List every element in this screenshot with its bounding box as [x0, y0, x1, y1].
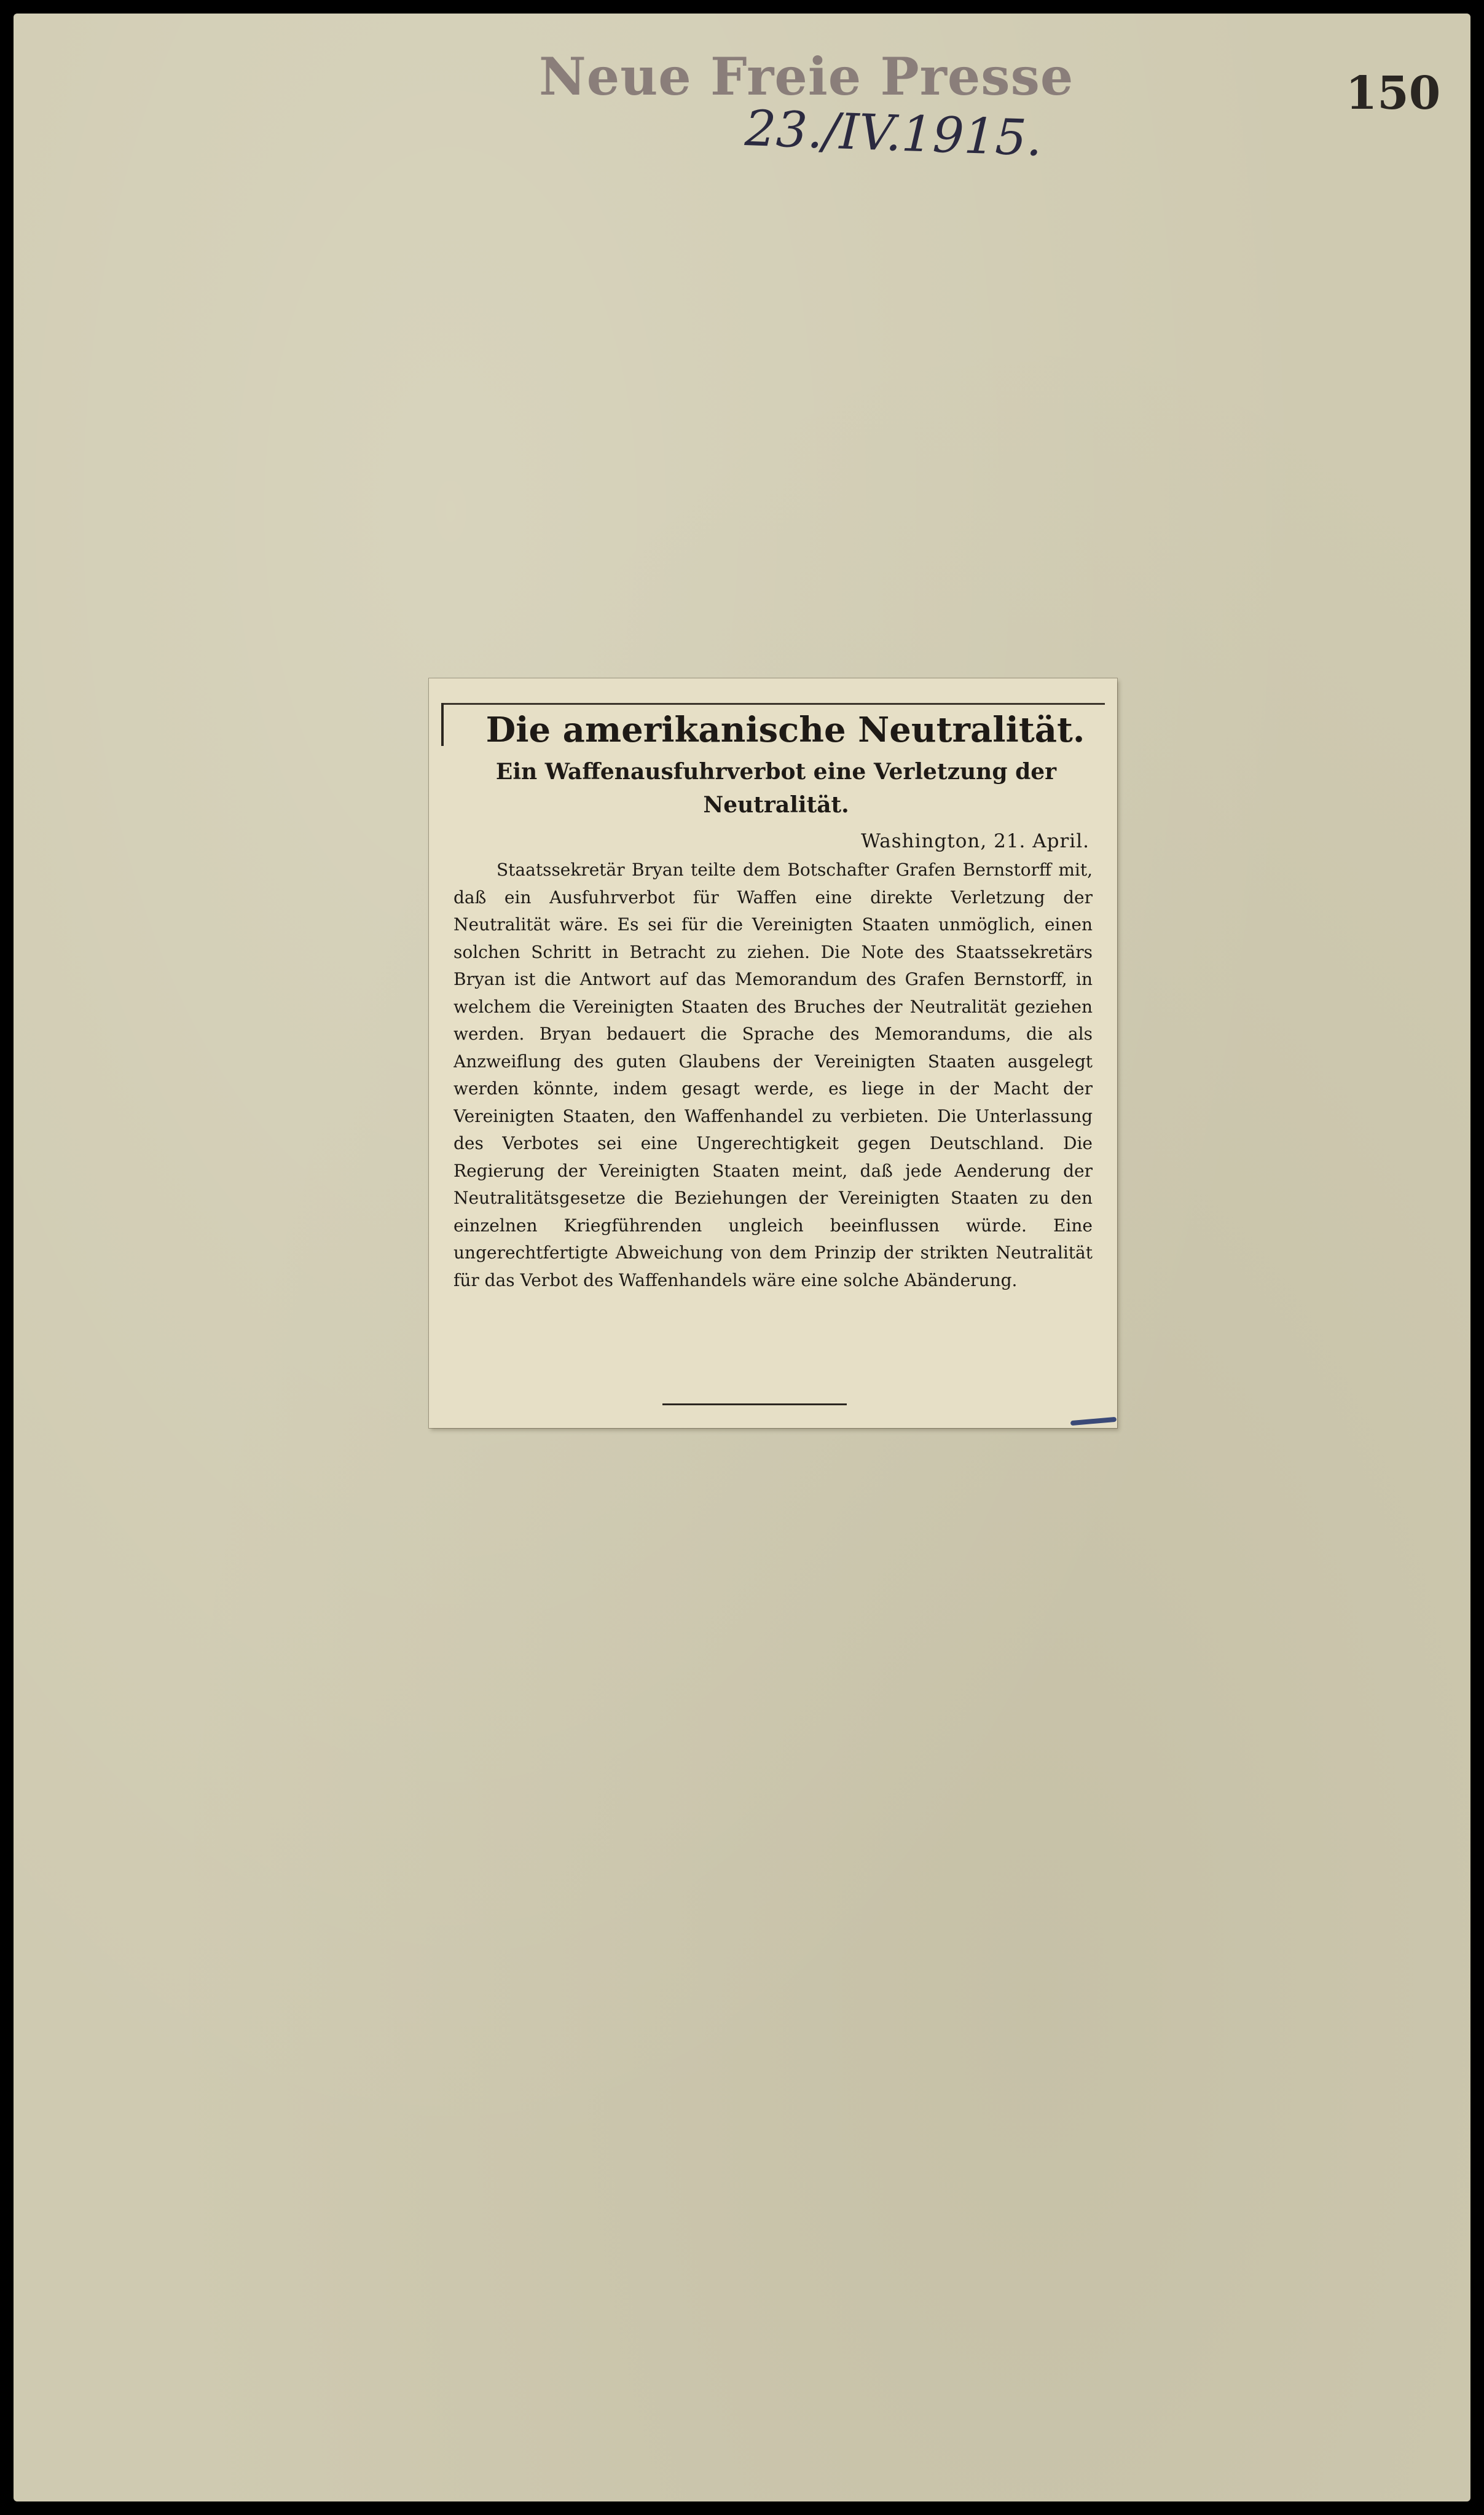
article-body: Staatssekretär Bryan teilte dem Botschafter Grafen Bernstorff mit, daß ein Ausfuhrverbot für Waffen eine direkte Verletzung der Neutralität wäre. Es sei für die Vereinigten Staaten unmöglich, einen solchen Schritt in Betracht zu ziehen. Die Note des Staatssekretärs Bryan ist die Antwort auf das Memorandum des Grafen Bernstorff, in welchem die Vereinigten Staaten des Bruches der Neutralität geziehen werden. Bryan bedauert die Sprache des Memorandums, die als Anzweiflung des guten Glaubens der Vereinigten Staaten ausgelegt werden könnte, indem gesagt werde, es liege in der Macht der Vereinigten Staaten, den Waffenhandel zu verbieten. Die Unterlassung des Verbotes sei eine Ungerechtigkeit gegen Deutschland. Die Regierung der Vereinigten Staaten meint, daß jede Aenderung der Neutralitätsgesetze die Beziehungen der Vereinigten Staaten zu den einzelnen Kriegführenden ungleich beeinflussen würde. Eine ungerechtfertigte Abweichung von dem Prinzip der strikten Neutralität für das Verbot des Waffenhandels wäre eine solche Abänderung. [453, 860, 1093, 1290]
newspaper-name-stamp: Neue Freie Presse [539, 46, 1074, 107]
article-subheadline: Ein Waffenausfuhrverbot eine Verletzung der Neutralität. [495, 759, 1057, 818]
article-headline: Die amerikanische Neutralität. [485, 710, 1085, 750]
archive-sheet [14, 14, 1470, 2501]
page-number: 150 [1345, 67, 1441, 120]
handwritten-date: 23./IV.1915. [744, 100, 1043, 167]
article-end-rule [662, 1403, 847, 1405]
newspaper-clipping [429, 678, 1117, 1428]
article-dateline: Washington, 21. April. [861, 830, 1089, 852]
clipping-top-rule [441, 703, 1105, 705]
clipping-left-rule [441, 703, 444, 746]
